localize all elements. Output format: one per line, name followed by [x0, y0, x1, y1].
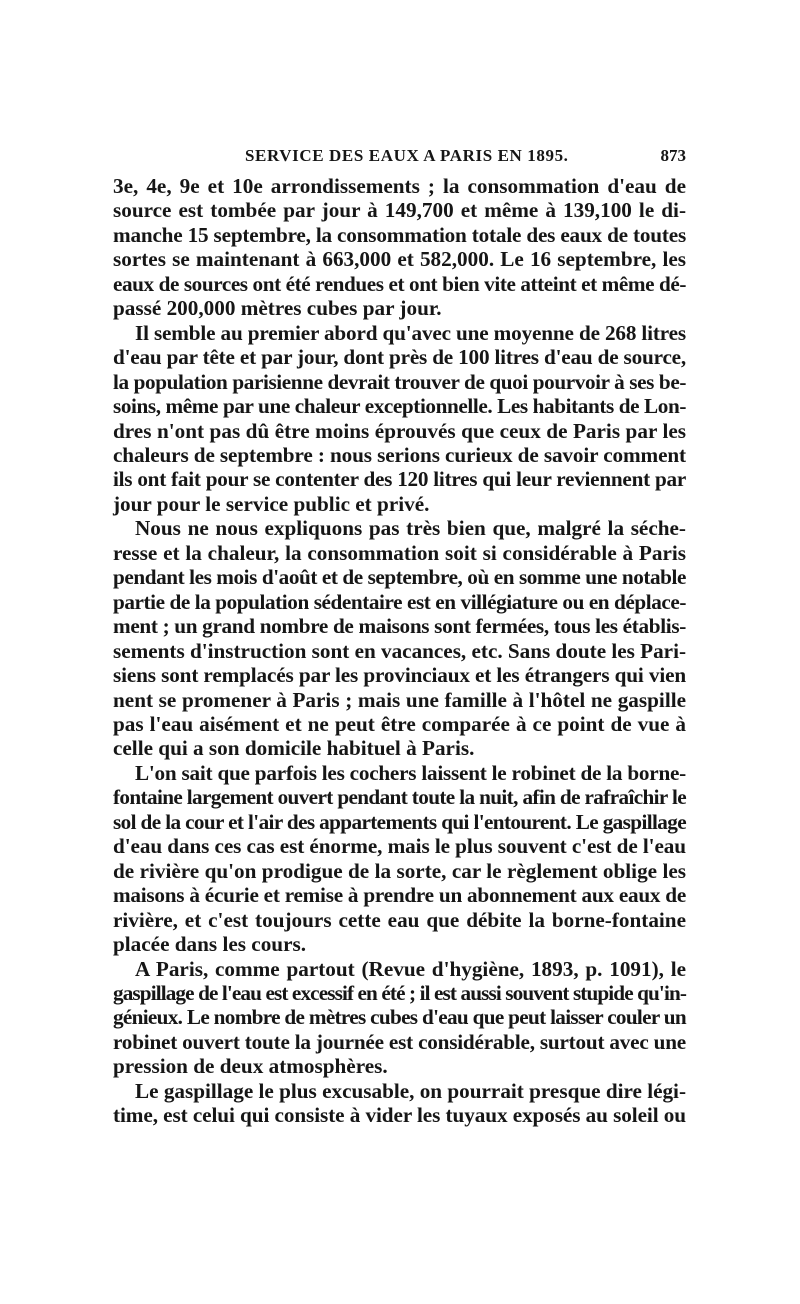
body-text [113, 174, 686, 1128]
text-line: siens sont remplacés par les provinciaux et les étrangers qui vien [113, 663, 687, 688]
text-line: L'on sait que parfois les cochers laissent le robinet de la borne- [135, 760, 686, 785]
text-line: gaspillage de l'eau est excessif en été ; il est aussi souvent stupide qu'in- [113, 980, 687, 1005]
text-line: resse et la chaleur, la consommation soit si considérable à Paris [113, 540, 686, 565]
text-line: pas l'eau aisément et ne peut être comparée à ce point de vue à [113, 711, 686, 736]
text-line: placée dans les cours. [113, 932, 307, 957]
text-line: manche 15 septembre, la consommation totale des eaux de toutes [113, 222, 687, 247]
paragraph [113, 321, 686, 517]
text-line: sements d'instruction sont en vacances, etc. Sans doute les Pari- [113, 638, 686, 663]
paragraph [113, 957, 686, 1079]
text-line: dres n'ont pas dû être moins éprouvés que ceux de Paris par les [113, 418, 686, 443]
text-line: nent se promener à Paris ; mais une famille à l'hôtel ne gaspille [113, 687, 686, 712]
text-line: passé 200,000 mètres cubes par jour. [113, 296, 442, 321]
text-line: time, est celui qui consiste à vider les tuyaux exposés au soleil ou [113, 1103, 686, 1128]
text-line: de rivière qu'on prodigue de la sorte, car le règlement oblige les [113, 858, 686, 883]
text-line: ils ont fait pour se contenter des 120 litres qui leur reviennent par [113, 467, 686, 492]
text-line: jour pour le service public et privé. [113, 491, 430, 516]
text-line: d'eau dans ces cas est énorme, mais le plus souvent c'est de l'eau [113, 834, 686, 859]
text-line: génieux. Le nombre de mètres cubes d'eau que peut laisser couler un [113, 1005, 687, 1030]
text-line: robinet ouvert toute la journée est considérable, surtout avec une [113, 1029, 686, 1054]
text-line: sol de la cour et l'air des appartements qui l'entourent. Le gaspillage [113, 809, 686, 834]
text-line: source est tombée par jour à 149,700 et même à 139,100 le di- [113, 198, 686, 223]
text-line: ment ; un grand nombre de maisons sont fermées, tous les établis- [113, 614, 686, 639]
text-line: maisons à écurie et remise à prendre un abonnement aux eaux de [113, 883, 687, 908]
page-number: 873 [660, 146, 686, 165]
text-line: pendant les mois d'août et de septembre, où en somme une notable [113, 565, 686, 590]
running-title: SERVICE DES EAUX A PARIS EN 1895. [245, 146, 569, 165]
text-line: d'eau par tête et par jour, dont près de 100 litres d'eau de source, [113, 345, 687, 370]
text-line: la population parisienne devrait trouver de quoi pourvoir à ses be- [113, 369, 686, 394]
page-header [113, 146, 686, 170]
text-line: partie de la population sédentaire est en villégiature ou en déplace- [113, 589, 687, 614]
paragraph [113, 761, 686, 957]
text-line: eaux de sources ont été rendues et ont bien vite atteint et même dé- [113, 271, 686, 296]
text-line: 3e, 4e, 9e et 10e arrondissements ; la consommation d'eau de [113, 174, 686, 198]
text-line: Nous ne nous expliquons pas très bien que, malgré la séche- [135, 516, 686, 541]
text-line: Il semble au premier abord qu'avec une moyenne de 268 litres [135, 320, 686, 345]
text-line: chaleurs de septembre : nous serions curieux de savoir comment [113, 442, 686, 467]
paragraph [113, 1079, 686, 1128]
text-line: pression de deux atmosphères. [113, 1054, 388, 1079]
text-line: celle qui a son domicile habituel à Paris. [113, 736, 475, 761]
text-line: A Paris, comme partout (Revue d'hygiène, 1893, p. 1091), le [135, 956, 686, 981]
text-line: fontaine largement ouvert pendant toute la nuit, afin de rafraîchir le [113, 785, 686, 810]
paragraph [113, 174, 686, 321]
text-line: rivière, et c'est toujours cette eau que débite la borne-fontaine [113, 907, 686, 932]
text-line: sortes se maintenant à 663,000 et 582,000. Le 16 septembre, les [113, 247, 686, 272]
paragraph [113, 516, 686, 761]
text-line: soins, même par une chaleur exceptionnelle. Les habitants de Lon- [113, 394, 686, 419]
text-line: Le gaspillage le plus excusable, on pourrait presque dire légi- [135, 1078, 686, 1103]
